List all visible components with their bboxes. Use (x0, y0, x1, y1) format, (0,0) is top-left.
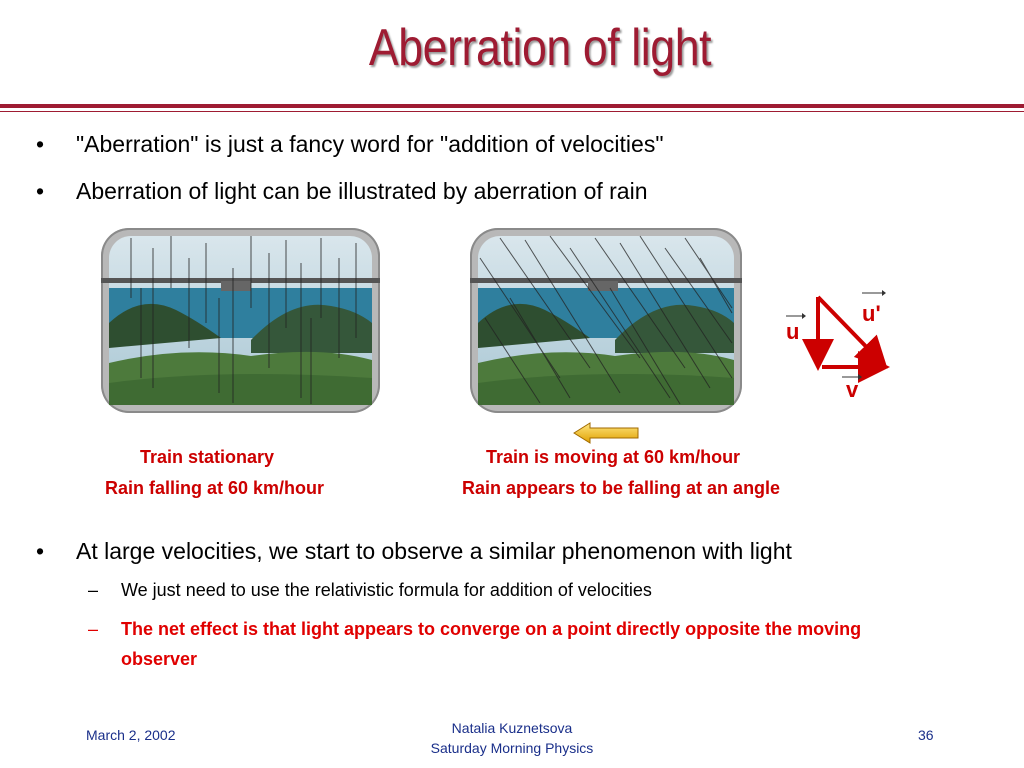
bullet-marker: • (36, 178, 45, 204)
title-divider-thin (0, 111, 1024, 112)
title-divider (0, 104, 1024, 108)
moving-window-illustration (470, 228, 742, 413)
footer-date: March 2, 2002 (86, 727, 176, 743)
bullet-text: At large velocities, we start to observe a similar phenomenon with light (76, 538, 792, 564)
footer-author: Natalia Kuznetsova (451, 720, 573, 736)
label-u: u (786, 319, 800, 344)
stationary-window-illustration (101, 228, 380, 413)
label-v: v (846, 377, 859, 402)
bullet-marker: • (36, 131, 45, 157)
stationary-caption-line1: Train stationary (140, 447, 275, 467)
sub-bullet-marker: – (88, 580, 99, 600)
left-arrow-icon (572, 422, 640, 444)
bullet-marker: • (36, 538, 45, 564)
slide-title: Aberration of light (368, 19, 712, 77)
moving-caption-line2: Rain appears to be falling at an angle (462, 478, 781, 498)
sub-bullet-text: We just need to use the relativistic formula for addition of velocities (121, 580, 652, 600)
footer-event: Saturday Morning Physics (430, 740, 594, 756)
label-u-prime: u' (862, 301, 881, 326)
footer-page-number: 36 (918, 727, 934, 743)
sub-bullet-text: The net effect is that light appears to converge on a point directly opposite the moving observer (121, 619, 862, 669)
footer-center (0, 718, 1024, 758)
sub-bullet-marker: – (88, 619, 99, 639)
moving-train-window (470, 228, 742, 413)
bullet-text: "Aberration" is just a fancy word for "addition of velocities" (76, 131, 664, 157)
bullet-text: Aberration of light can be illustrated by aberration of rain (76, 178, 648, 204)
moving-caption-line1: Train is moving at 60 km/hour (486, 447, 741, 467)
stationary-train-window (101, 228, 380, 413)
stationary-caption-line2: Rain falling at 60 km/hour (105, 478, 325, 498)
